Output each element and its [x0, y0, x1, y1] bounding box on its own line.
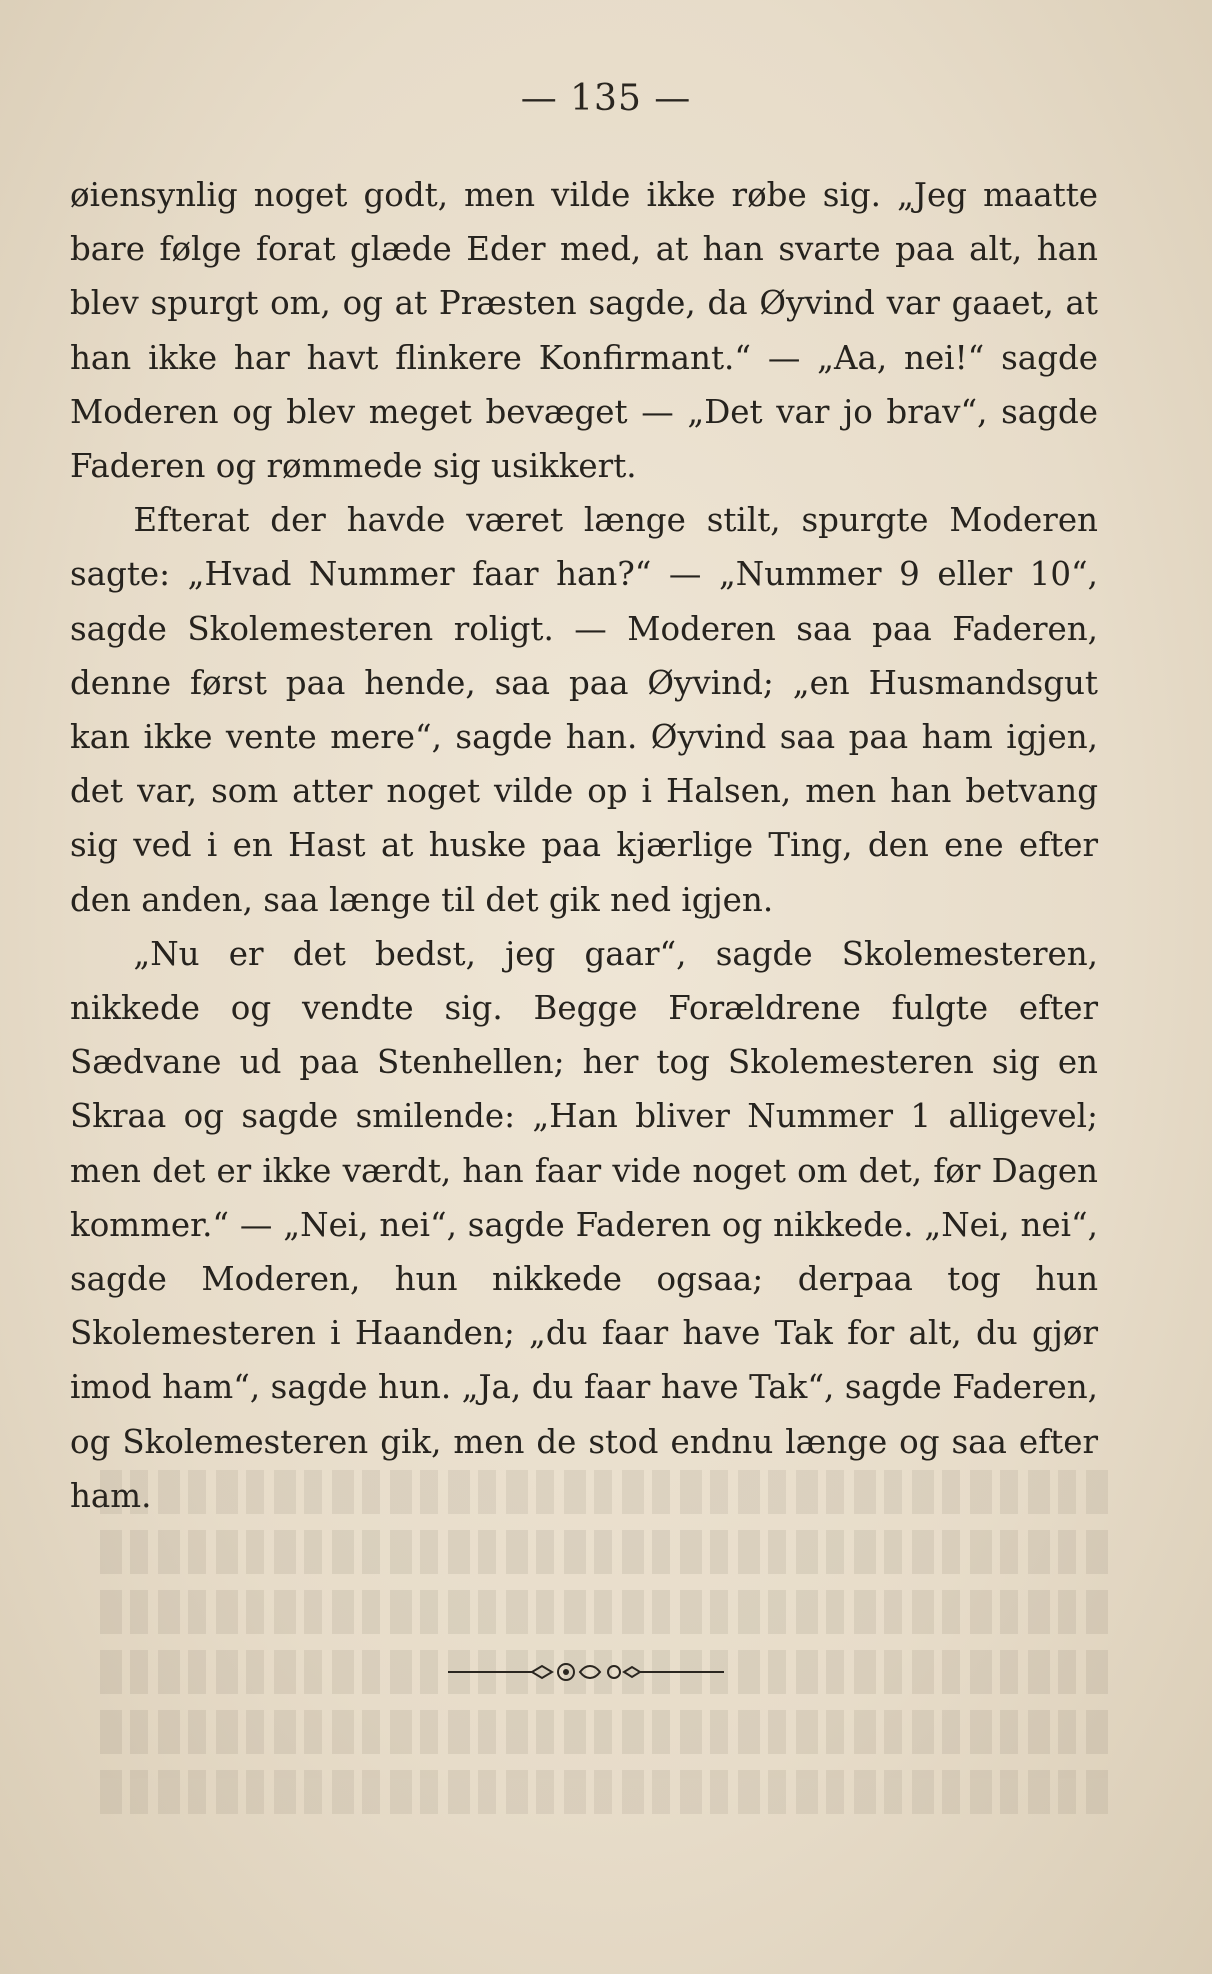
paragraph-3: „Nu er det bedst, jeg gaar“, sagde Skolemesteren, nikkede og vendte sig. Begge Forældrene fulgte efter Sædvane ud paa Stenhellen; her tog Skolemesteren sig en Skraa og sagde smilende: „Han bliver Nummer 1 alligevel; men det er ikke værdt, han faar vide noget om det, før Dagen kommer.“ — „Nei, nei“, sagde Faderen og nikkede. „Nei, nei“, sagde Moderen, hun nikkede ogsaa; derpaa tog hun Skolemesteren i Haanden; „du faar have Tak for alt, du gjør imod ham“, sagde hun. „Ja, du faar have Tak“, sagde Faderen, og Skolemesteren gik, men de stod endnu længe og saa efter ham. [70, 934, 1098, 1515]
page-number: — 135 — [520, 78, 692, 119]
bleed-through-texture [100, 1470, 1110, 1830]
paragraph-1: øiensynlig noget godt, men vilde ikke røbe sig. „Jeg maatte bare følge forat glæde Eder med, at han svarte paa alt, han blev spurgt om, og at Præsten sagde, da Øyvind var gaaet, at han ikke har havt flinkere Konfirmant.“ — „Aa, nei!“ sagde Moderen og blev meget bevæget — „Det var jo brav“, sagde Faderen og rømmede sig usikkert. [70, 176, 1098, 486]
body-text [70, 168, 1098, 1523]
paragraph-2: Efterat der havde været længe stilt, spurgte Moderen sagte: „Hvad Nummer faar han?“ — „Nummer 9 eller 10“, sagde Skolemesteren roligt. — Moderen saa paa Faderen, denne først paa hende, saa paa Øyvind; „en Husmandsgut kan ikke vente mere“, sagde han. Øyvind saa paa ham igjen, det var, som atter noget vilde op i Halsen, men han betvang sig ved i en Hast at huske paa kjærlige Ting, den ene efter den anden, saa længe til det gik ned igjen. [70, 501, 1098, 919]
end-ornament-icon [448, 1660, 724, 1684]
